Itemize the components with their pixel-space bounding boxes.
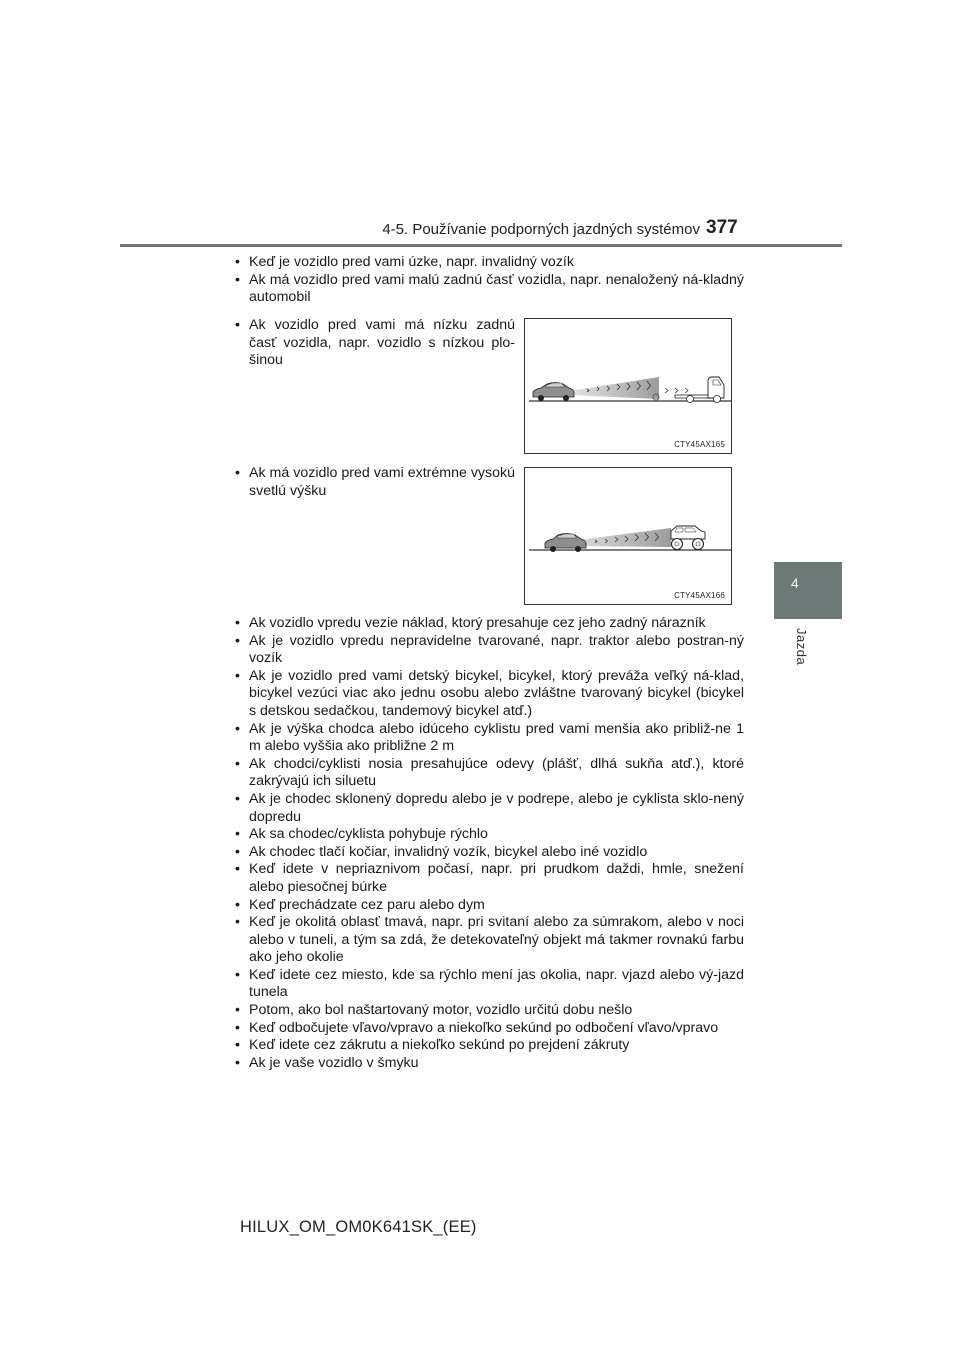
list-item: • Ak má vozidlo pred vami extrémne vysokú svetlú výšku xyxy=(232,465,515,500)
list-item: • Keď odbočujete vľavo/vpravo a niekoľko sekúnd po odbočení vľavo/vpravo xyxy=(232,1020,744,1038)
illustration-low-rear-vehicle xyxy=(525,319,733,455)
bullet-list-figure-2 xyxy=(232,465,515,500)
chapter-tab xyxy=(774,562,842,619)
list-item: • Ak vozidlo pred vami má nízku zadnú časť vozidla, napr. vozidlo s nízkou plo-šinou xyxy=(232,317,515,370)
document-code: HILUX_OM_OM0K641SK_(EE) xyxy=(240,1218,477,1236)
list-item: • Potom, ako bol naštartovaný motor, vozidlo určitú dobu nešlo xyxy=(232,1002,744,1020)
list-item: • Ak je vozidlo vpredu nepravidelne tvarované, napr. traktor alebo postran-ný vozík xyxy=(232,633,744,668)
figure-code: CTY45AX165 xyxy=(674,440,725,449)
figure-high-clearance-vehicle xyxy=(524,467,732,605)
section-title: 4-5. Používanie podporných jazdných systémov xyxy=(382,221,700,238)
illustration-high-clearance-vehicle xyxy=(525,468,733,606)
figure-low-rear-vehicle xyxy=(524,318,732,454)
list-item: • Ak má vozidlo pred vami malú zadnú časť vozidla, napr. nenaložený ná-kladný automobil xyxy=(232,272,744,307)
list-item: • Ak je výška chodca alebo idúceho cyklistu pred vami menšia ako približ-ne 1 m alebo vyššia ako približne 2 m xyxy=(232,721,744,756)
figure-code: CTY45AX166 xyxy=(674,591,725,600)
list-item: • Ak sa chodec/cyklista pohybuje rýchlo xyxy=(232,826,744,844)
list-item: • Keď je vozidlo pred vami úzke, napr. invalidný vozík xyxy=(232,254,744,272)
list-item: • Keď je okolitá oblasť tmavá, napr. pri svitaní alebo za súmrakom, alebo v noci alebo v tuneli, a tým sa zdá, že detekovateľný objekt má takmer rovnakú farbu ako jeho okolie xyxy=(232,914,744,967)
list-item: • Ak chodec tlačí kočiar, invalidný vozík, bicykel alebo iné vozidlo xyxy=(232,844,744,862)
list-item: • Ak je chodec sklonený dopredu alebo je v podrepe, alebo je cyklista sklo-nený dopredu xyxy=(232,791,744,826)
bullet-list-main xyxy=(232,615,744,1072)
page-number: 377 xyxy=(706,217,738,238)
list-item: • Ak je vozidlo pred vami detský bicykel, bicykel, ktorý preváža veľký ná-klad, bicykel vezúci viac ako jednu osobu alebo zvláštne tvarovaný bicykel (bicykel s detskou sedačkou, tandemový bicykel atď.) xyxy=(232,668,744,721)
bullet-list-top xyxy=(232,254,744,307)
list-item: • Ak vozidlo vpredu vezie náklad, ktorý presahuje cez jeho zadný nárazník xyxy=(232,615,744,633)
list-item: • Keď idete cez zákrutu a niekoľko sekúnd po prejdení zákruty xyxy=(232,1037,744,1055)
list-item: • Ak chodci/cyklisti nosia presahujúce odevy (plášť, dlhá sukňa atď.), ktoré zakrývajú ich siluetu xyxy=(232,756,744,791)
list-item: • Keď idete cez miesto, kde sa rýchlo mení jas okolia, napr. vjazd alebo vý-jazd tunela xyxy=(232,967,744,1002)
list-item: • Keď prechádzate cez paru alebo dym xyxy=(232,897,744,915)
list-item: • Keď idete v nepriaznivom počasí, napr. pri prudkom daždi, hmle, snežení alebo piesočnej búrke xyxy=(232,861,744,896)
bullet-list-figure-1 xyxy=(232,317,515,370)
chapter-label: Jazda xyxy=(794,628,809,666)
chapter-number: 4 xyxy=(791,575,799,591)
header-rule xyxy=(120,244,842,247)
list-item: • Ak je vaše vozidlo v šmyku xyxy=(232,1055,744,1073)
